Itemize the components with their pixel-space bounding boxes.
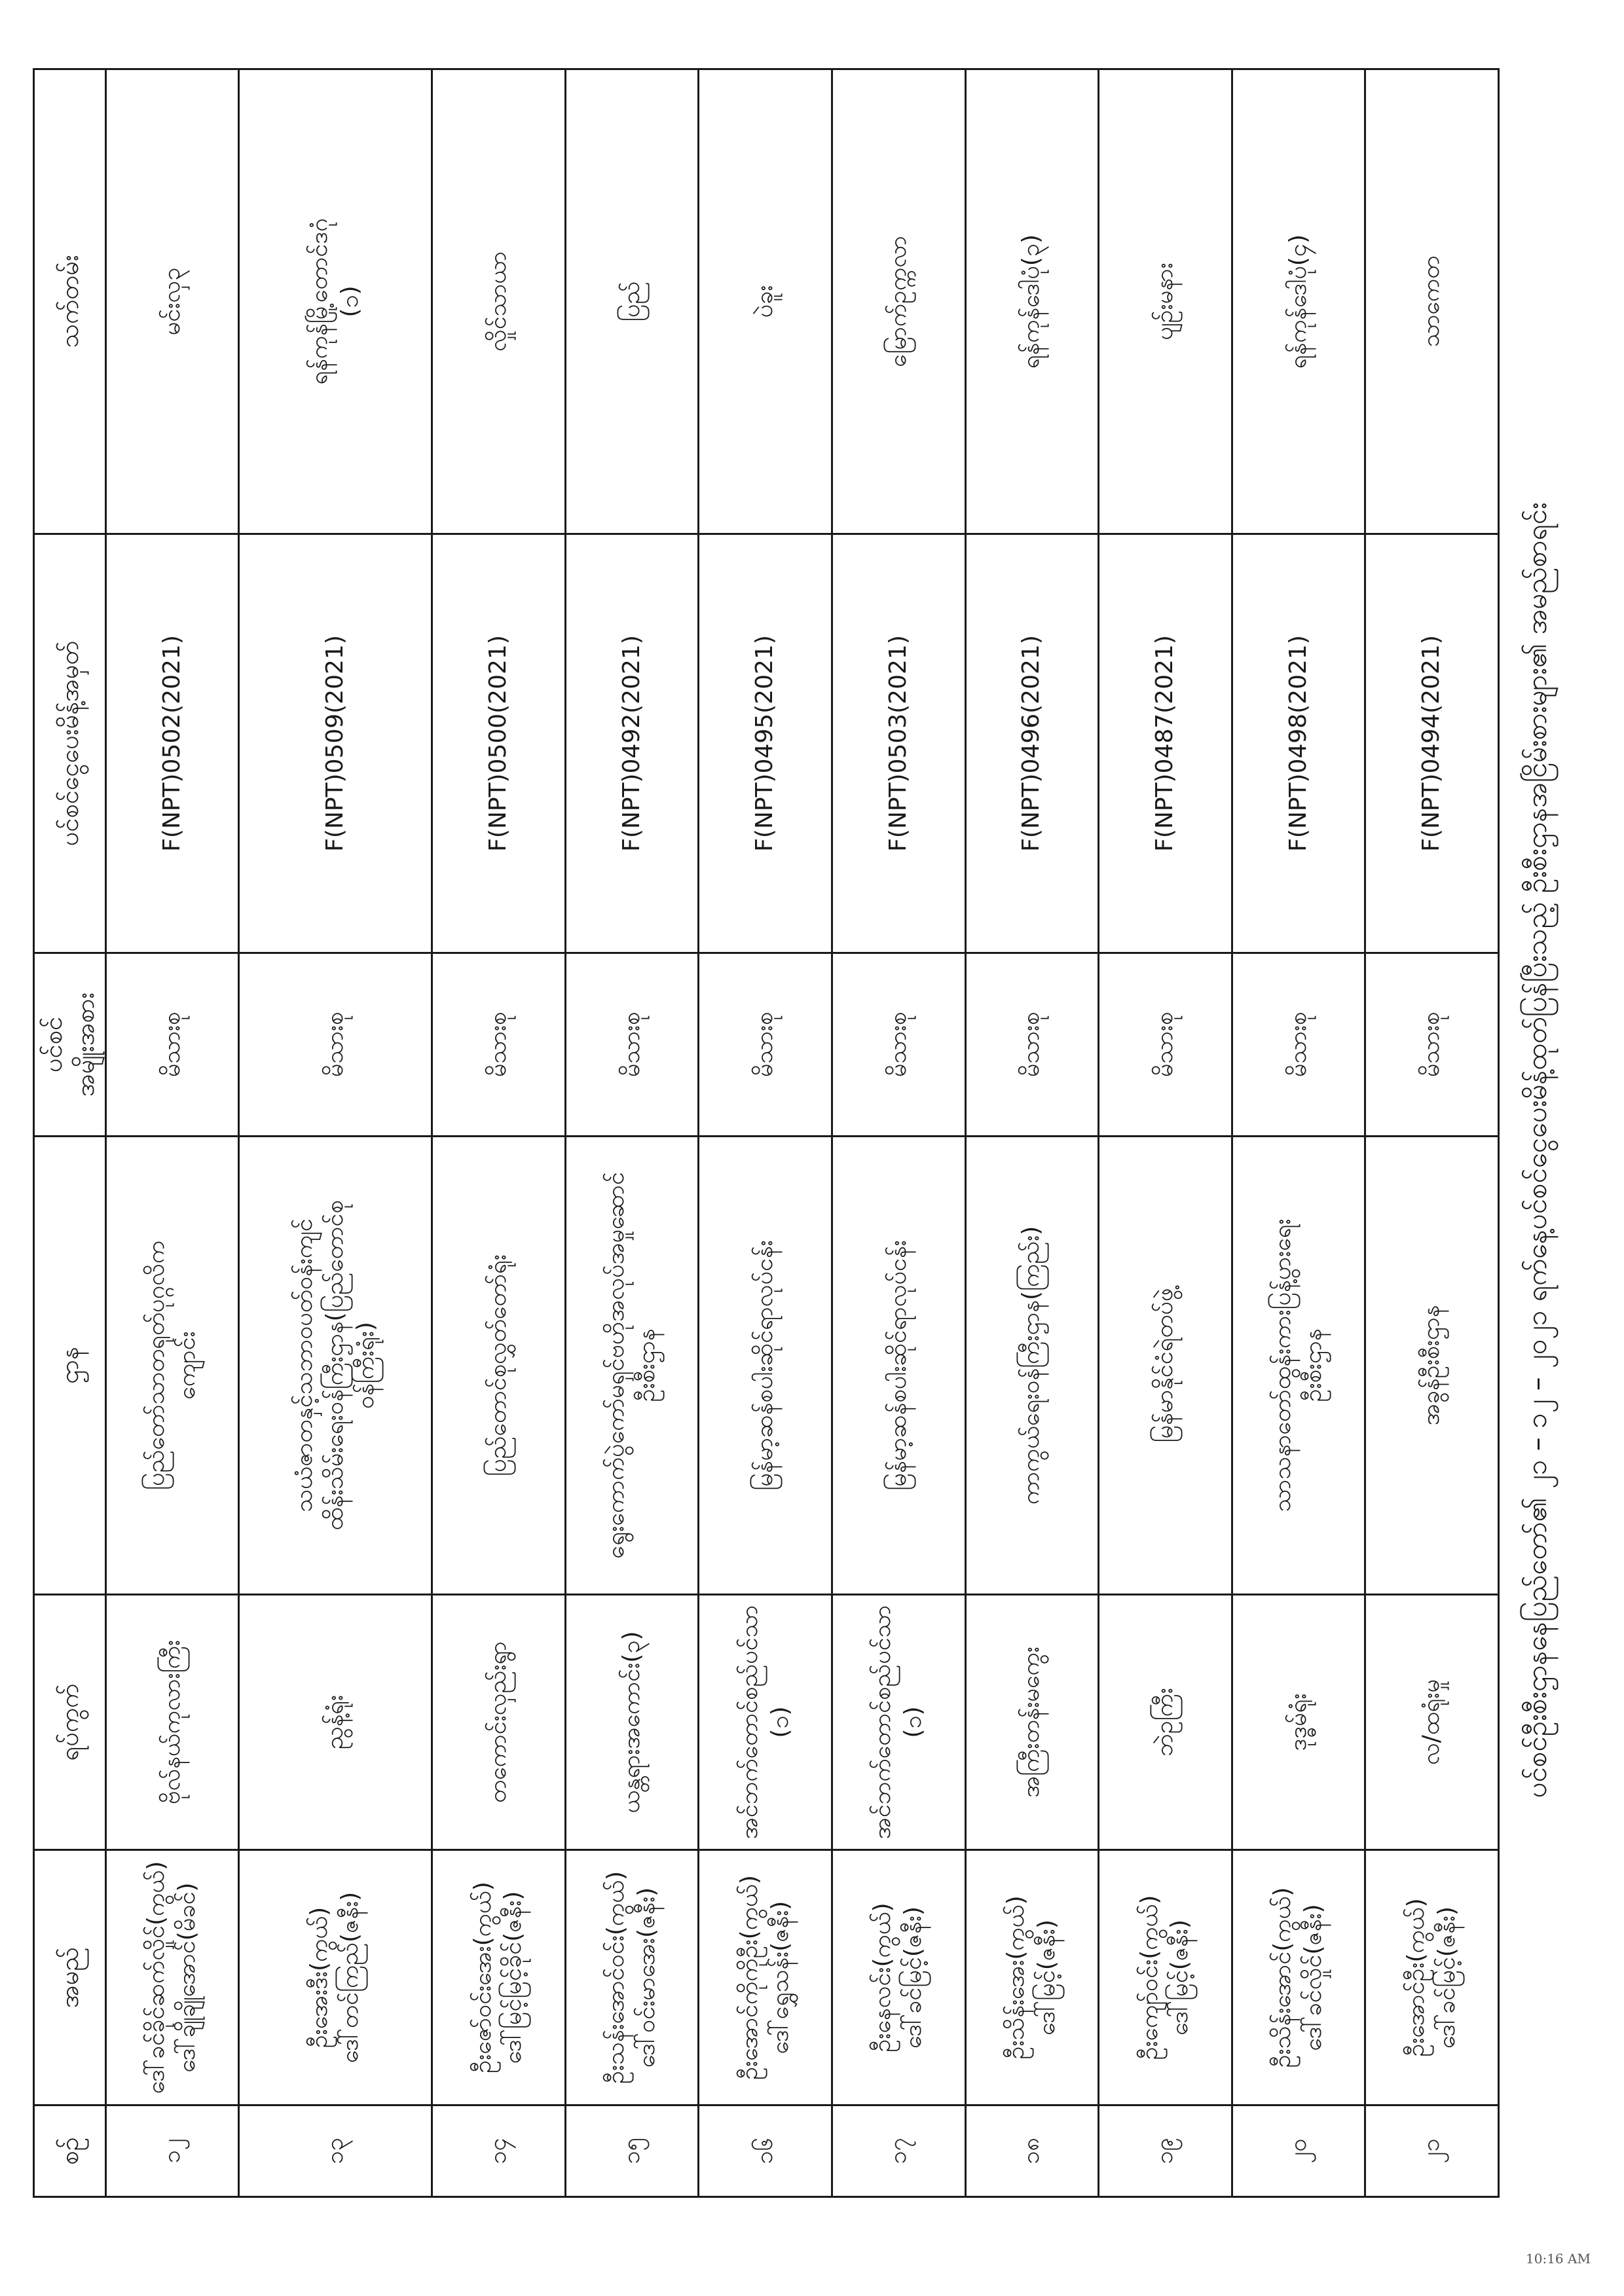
table-row [1365, 69, 1499, 2197]
row-number: ၁၆ [699, 2105, 832, 2197]
address-cell [105, 1137, 239, 1595]
table-row [1099, 69, 1232, 2197]
address-line1: သာသနာတော်ထွန်းကားပြန့်ပွားရေး [1269, 1218, 1297, 1512]
header-pension-type-line1: ပင်စင် [39, 1016, 67, 1073]
village-line2: (၁) [900, 1706, 927, 1738]
permit-cell: F(NPT)0500(2021) [432, 534, 566, 953]
permit-cell: F(NPT)0498(2021) [1232, 534, 1365, 953]
permit-cell: F(NPT)0503(2021) [832, 534, 965, 953]
name-line2: ဒေါ်မြင့်မြင့်ခိုင်(ဇနီး) [500, 1891, 527, 2064]
address-line1: ပြည်တော်သာတရုတ်ပုဂ္ဂလိက [143, 1240, 170, 1491]
region-cell: သာကေတ [1365, 69, 1499, 534]
scan-timestamp: 10:16 AM [1526, 2251, 1591, 2267]
name-cell [1232, 1850, 1365, 2105]
row-number: ၁၈ [965, 2105, 1099, 2197]
village-line1: အင်ဘက်တောင်စည်ပင်သာ [735, 1605, 763, 1840]
pension-table [33, 68, 1500, 2198]
row-number: ၁၅ [565, 2105, 699, 2197]
region-line1: ရန်ကုန်မြို့တောင်ဒဂုံ [306, 218, 333, 385]
row-number: ၁၉ [1099, 2105, 1232, 2197]
name-line1: ဦးနေလင်း(ကွယ်) [869, 1903, 896, 2052]
name-line1: ဦးသန်းအောင်ဝင်း(ကွယ်) [602, 1870, 630, 2085]
type-cell: မိသားစု [565, 953, 699, 1137]
name-line1: ဦးအေးဒီး(ကွယ်) [306, 1906, 333, 2049]
village-cell: လ/ထရုံးမှု [1365, 1595, 1499, 1850]
name-line1: ဦးအောင်ဦး(ကွယ်) [1402, 1898, 1430, 2057]
name-cell [105, 1850, 239, 2105]
name-line2: ဒေါ်ရွှေသန်း(ဇနီး) [766, 1901, 794, 2054]
address-cell: မြန်မာ့ဆန်စပါးဆိုင်ရာလုပ်ငန်း [699, 1137, 832, 1595]
row-number: ၂၁ [1365, 2105, 1499, 2197]
type-cell: မိသားစု [699, 953, 832, 1137]
name-line1: ဦးသိန်းအောင်(ကွယ်) [1269, 1887, 1297, 2068]
region-cell: မြောက်ဥက္ကလာ [832, 69, 965, 534]
address-cell [1232, 1137, 1365, 1595]
address-cell [239, 1137, 432, 1595]
table-row [699, 69, 832, 2197]
table-row [105, 69, 239, 2197]
address-line2: ဦးစီးဌာန [633, 1328, 660, 1402]
village-cell: ယန္တရားအကောင်း(၃) [565, 1595, 699, 1850]
name-line2: ဒေါ်ခင်လှိုင်(ဇနီး) [1300, 1904, 1327, 2051]
header-no: စဉ် [34, 2105, 106, 2197]
village-cell: ဗိုလ်နယ်ကုလားကြီး [105, 1595, 239, 1850]
village-cell: ဘဲဥကြီး [1099, 1595, 1232, 1850]
name-line1: ဦးသိန်းအေး(ကွယ်) [1003, 1895, 1030, 2060]
name-line2: ဒေါ်ခင်မြင့်(ဇနီး) [900, 1906, 927, 2049]
name-line1: ဒေါ်ခင်ခိုင်ဆက်လှိုင်(ကွယ်) [143, 1861, 170, 2094]
type-cell: မိသားစု [965, 953, 1099, 1137]
address-line2: ထိန်းသိမ်းရေးဝန်ကြီးဌာန(ပြည်တောင်စု [321, 1200, 348, 1531]
header-village: ရပ်ကွက် [34, 1595, 106, 1850]
header-pension-type-line2: အမျိုးအစား [71, 992, 100, 1097]
type-cell: မိသားစု [1099, 953, 1232, 1137]
table-row [1232, 69, 1365, 2197]
address-cell: မြန်မာ့ဆန်စပါးဆိုင်ရာလုပ်ငန်း [832, 1137, 965, 1595]
region-cell: ပဲခူး [699, 69, 832, 534]
village-cell: ဒုဒ္ဓမ်ရုံး [1232, 1595, 1365, 1850]
header-region: သက်တမ်း [34, 69, 106, 534]
region-cell: ရန်ကုန်ဒေါပုံ(၄) [1232, 69, 1365, 534]
type-cell: မိသားစု [1232, 953, 1365, 1137]
name-cell [1365, 1850, 1499, 2105]
region-cell: ပြည် [565, 69, 699, 534]
address-line2: ဦးစီးဌာန [1300, 1328, 1327, 1402]
table-header-row [34, 69, 106, 2197]
type-cell: မိသားစု [432, 953, 566, 1137]
page-title: ပင်စင်ဦးစီးဌာနနေပြည်တော်၏ ၂၁ – ၁၂ – ၂၀၂၁ ရက်နေ့ပင်စင်ငွေပေးမိန့်ထုတ်ပြန်ပြီးသည့် ဦးစီးဌာနအငြိမ်းစားများ၏ အမည်စာရင်း [1521, 502, 1553, 1798]
table-row [432, 69, 566, 2197]
type-cell: မိသားစု [1365, 953, 1499, 1137]
name-line2: ဒေါ်ချိုချိုအောင်(မိခင်) [174, 1882, 201, 2073]
address-line1: သယံဇာတနှင့်သဘာဝပတ်ဝန်းကျင် [291, 1218, 318, 1512]
region-cell: မင်းလှ၃ [105, 69, 239, 534]
name-line2: ဒေါ်ခင်မြင့်(ဇနီး) [1433, 1906, 1460, 2049]
name-cell [565, 1850, 699, 2105]
name-cell [699, 1850, 832, 2105]
permit-cell: F(NPT)0496(2021) [965, 534, 1099, 953]
header-pension-type [34, 953, 106, 1137]
region-cell [239, 69, 432, 534]
table-row [239, 69, 432, 2197]
name-cell [239, 1850, 432, 2105]
table-row [965, 69, 1099, 2197]
permit-cell: F(NPT)0487(2021) [1099, 534, 1232, 953]
name-line2: ဒေါ်ဝင်းမာအေး(ဇနီး) [633, 1887, 660, 2068]
name-line1: ဦးဇော်ဝင်းအေး(ကွယ်) [469, 1882, 496, 2073]
name-line2: ဒေါ်တင်ကြည်(ဇနီး) [337, 1891, 364, 2064]
region-cell: ပျဉ်းမနား [1099, 69, 1232, 534]
address-line3: ဝန်ကြီးရုံး) [352, 1321, 379, 1410]
row-number: ၂၀ [1232, 2105, 1365, 2197]
address-cell: မြန်မာနိုင်ငံရဲတပ်ဖွဲ့ [1099, 1137, 1232, 1595]
address-line1: ရွေးကောက်ပွဲကော်မရှင်ဗဟိုအလုပ်အမှုဆောင် [602, 1172, 630, 1559]
village-cell: အကြီးတန်းမကွေး [965, 1595, 1099, 1850]
address-cell: ကာကွယ်ရေးဝန်ကြီးဌာန(ကြည်း) [965, 1137, 1099, 1595]
village-cell: ညွန့်ရုံး [239, 1595, 432, 1850]
name-line1: ဦးကျော်ဝင်း(ကွယ်) [1135, 1895, 1163, 2060]
village-cell [699, 1595, 832, 1850]
type-cell: မိသားစု [832, 953, 965, 1137]
row-number: ၁၃ [239, 2105, 432, 2197]
table-row [565, 69, 699, 2197]
row-number: ၁၇ [832, 2105, 965, 2197]
permit-cell: F(NPT)0494(2021) [1365, 534, 1499, 953]
region-cell: လှိုင်သာယာ [432, 69, 566, 534]
table-row [832, 69, 965, 2197]
village-line1: အင်ဘက်တောင်စည်ပင်သာ [869, 1605, 896, 1840]
address-cell: အခွန်ဦးစီးဌာန [1365, 1137, 1499, 1595]
permit-cell: F(NPT)0495(2021) [699, 534, 832, 953]
village-cell [832, 1595, 965, 1850]
address-cell [565, 1137, 699, 1595]
name-cell [965, 1850, 1099, 2105]
village-cell: တကောင်းလှည်းရွာ [432, 1595, 566, 1850]
type-cell: မိသားစု [239, 953, 432, 1137]
name-line2: ဒေါ်မြင့်(ဇနီး) [1033, 1920, 1060, 2036]
region-cell: ရန်ကုန်ဒေါပုံ(၃) [965, 69, 1099, 534]
row-number: ၁၄ [432, 2105, 566, 2197]
name-line1: ဦးအောင်ကိုကိုဦး(ကွယ်) [735, 1875, 763, 2080]
header-name: အမည် [34, 1850, 106, 2105]
row-number: ၁၂ [105, 2105, 239, 2197]
address-cell: ပြည်တောင်စုလွှတ်တော်ရုံး [432, 1137, 566, 1595]
header-address: ဌာန [34, 1137, 106, 1595]
address-line2: ကျောင်း [174, 1331, 201, 1400]
village-line2: (၁) [766, 1706, 794, 1738]
name-cell [432, 1850, 566, 2105]
name-cell [1099, 1850, 1232, 2105]
type-cell: မိသားစု [105, 953, 239, 1137]
permit-cell: F(NPT)0509(2021) [239, 534, 432, 953]
name-line2: ဒေါ်မြင့်(ဇနီး) [1166, 1920, 1194, 2036]
permit-cell: F(NPT)0502(2021) [105, 534, 239, 953]
name-cell [832, 1850, 965, 2105]
permit-cell: F(NPT)0492(2021) [565, 534, 699, 953]
region-line2: (၁) [337, 285, 364, 318]
header-permit: ပင်စင်ငွေပေးမိန့်အမှတ် [34, 534, 106, 953]
